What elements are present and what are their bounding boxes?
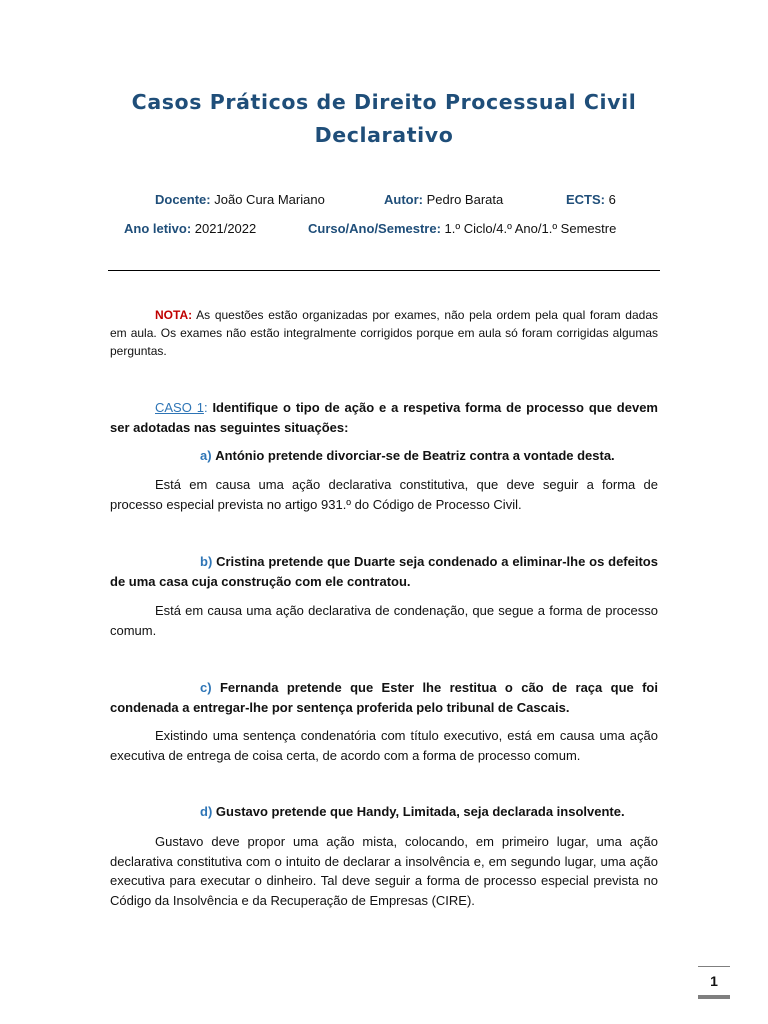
item-c-letter: c)	[200, 680, 212, 695]
curso-value: 1.º Ciclo/4.º Ano/1.º Semestre	[444, 221, 617, 236]
autor-field	[384, 192, 503, 208]
item-d-question-text: Gustavo pretende que Handy, Limitada, seja declarada insolvente.	[215, 804, 625, 819]
docente-value: João Cura Mariano	[214, 192, 325, 207]
item-b-question	[110, 552, 658, 591]
item-d-letter: d)	[200, 804, 213, 819]
note-text: As questões estão organizadas por exames, não pela ordem pela qual foram dadas em aula. Os exames não estão integralmente corrigidos porque em aula só foram corrigidas algumas perguntas.	[110, 308, 658, 358]
ano-letivo-field	[124, 221, 256, 237]
autor-label: Autor:	[384, 192, 423, 207]
title-line-2: Declarativo	[314, 123, 454, 147]
item-b-letter: b)	[200, 554, 213, 569]
ects-field	[566, 192, 616, 208]
item-a-letter: a)	[200, 448, 212, 463]
ects-value: 6	[608, 192, 616, 207]
docente-field	[155, 192, 325, 208]
curso-label: Curso/Ano/Semestre:	[308, 221, 441, 236]
item-b-question-text: Cristina pretende que Duarte seja condenado a eliminar-lhe os defeitos de uma casa cuja construção com ele contratou.	[110, 554, 658, 589]
document-title	[0, 86, 768, 152]
item-b-answer: Está em causa uma ação declarativa de condenação, que segue a forma de processo comum.	[110, 603, 658, 638]
autor-value: Pedro Barata	[426, 192, 504, 207]
item-a-answer: Está em causa uma ação declarativa constitutiva, que deve seguir a forma de processo especial prevista no artigo 931.º do Código de Processo Civil.	[110, 477, 658, 512]
ano-letivo-value: 2021/2022	[194, 221, 257, 236]
note-label: NOTA:	[155, 308, 193, 322]
item-c-question-text: Fernanda pretende que Ester lhe restitua o cão de raça que foi condenada a entregar-lhe por sentença proferida pelo tribunal de Cascais.	[110, 680, 658, 715]
title-line-1: Casos Práticos de Direito Processual Civil	[131, 90, 637, 114]
header-divider	[108, 270, 660, 271]
case-1-label: CASO 1	[155, 400, 204, 415]
case-1-colon: :	[203, 400, 208, 415]
item-c-question	[110, 678, 658, 717]
case-1-question: Identifique o tipo de ação e a respetiva forma de processo que devem ser adotadas nas seguintes situações:	[110, 400, 658, 435]
ano-letivo-label: Ano letivo:	[124, 221, 192, 236]
curso-field	[308, 221, 616, 237]
note-paragraph	[110, 306, 658, 360]
case-1-heading	[110, 398, 658, 437]
item-d-answer: Gustavo deve propor uma ação mista, colocando, em primeiro lugar, uma ação declarativa constitutiva com o intuito de declarar a insolvência e, em segundo lugar, uma ação executiva para executar o dinheiro. Tal deve seguir a forma de processo especial prevista no Código da Insolvência e da Recuperação de Empresas (CIRE).	[110, 834, 658, 908]
item-a-question-text: António pretende divorciar-se de Beatriz contra a vontade desta.	[215, 448, 615, 463]
item-c-answer: Existindo uma sentença condenatória com título executivo, está em causa uma ação executiva de entrega de coisa certa, de acordo com a forma de processo comum.	[110, 728, 658, 763]
item-a-question	[110, 446, 658, 466]
ects-label: ECTS:	[566, 192, 605, 207]
docente-label: Docente:	[155, 192, 211, 207]
page-number: 1	[698, 966, 730, 999]
item-d-question	[110, 802, 658, 822]
